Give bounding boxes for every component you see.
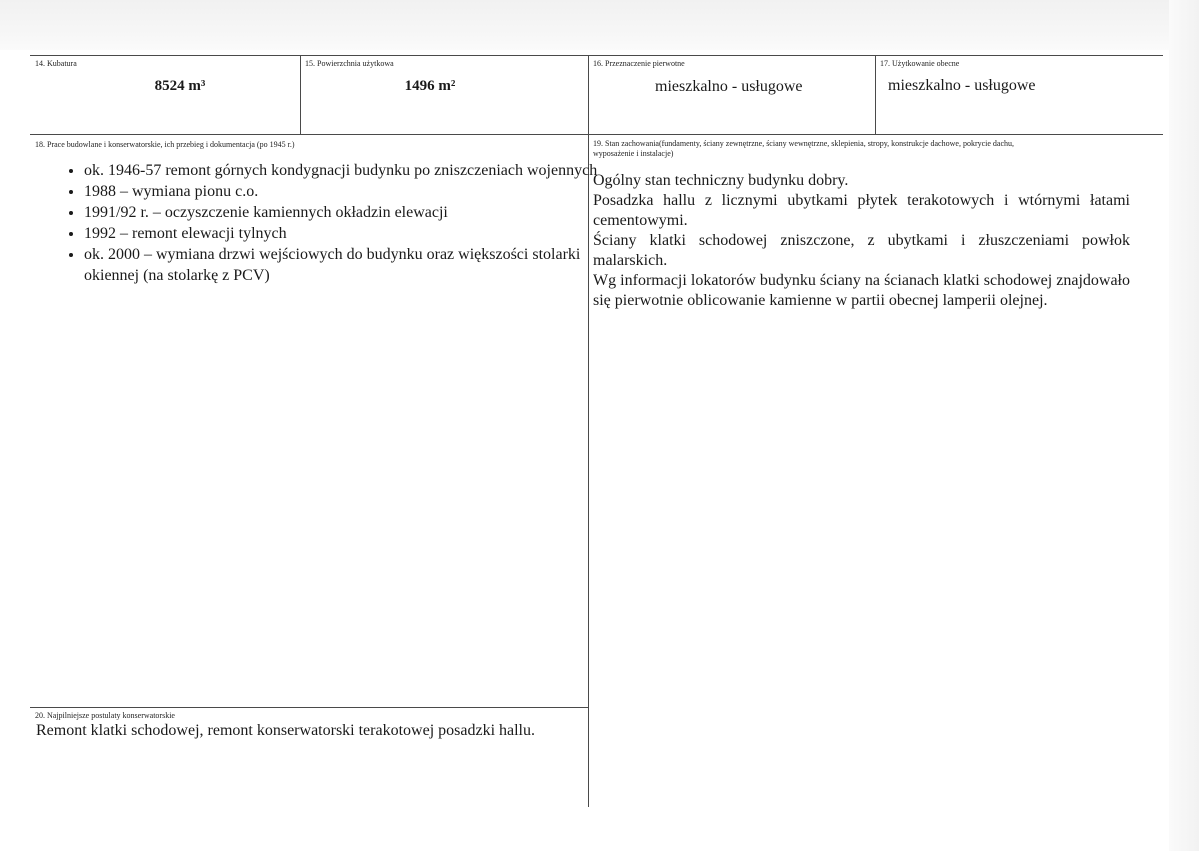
prace-label: 18. Prace budowlane i konserwatorskie, ich przebieg i dokumentacja (po 1945 r.) <box>35 140 295 149</box>
stan-label-line-2: wyposażenie i instalacje) <box>593 149 674 158</box>
stan-description <box>593 171 1130 311</box>
stan-paragraph: Wg informacji lokatorów budynku ściany na ścianach klatki schodowej znajdowało się pierwotnie oblicowanie kamienne w partii obecnej lamperii olejnej. <box>593 272 1130 309</box>
stan-paragraph: Ściany klatki schodowej zniszczone, z ubytkami i złuszczeniami powłok malarskich. <box>593 232 1130 269</box>
prace-item: • 1991/92 r. – oczyszczenie kamiennych okładzin elewacji <box>84 202 604 223</box>
prace-item: • 1992 – remont elewacji tylnych <box>84 223 604 244</box>
stan-paragraph: Ogólny stan techniczny budynku dobry. <box>593 172 849 189</box>
kubatura-value: 8524 m³ <box>154 78 206 94</box>
stan-label <box>593 139 1153 159</box>
kubatura-label: 14. Kubatura <box>35 59 77 68</box>
uzytkowanie-value: mieszkalno - usługowe <box>888 77 1036 94</box>
divider-16-17 <box>875 55 876 135</box>
header-bottom-border <box>30 134 1163 135</box>
postulaty-text: Remont klatki schodowej, remont konserwatorski terakotowej posadzki hallu. <box>36 722 535 739</box>
section-20-top-border <box>30 707 589 708</box>
prace-item: • ok. 2000 – wymiana drzwi wejściowych do budynku oraz większości stolarki okiennej (na stolarkę z PCV) <box>84 244 604 286</box>
postulaty-label: 20. Najpilniejsze postulaty konserwatorskie <box>35 711 175 720</box>
top-border <box>30 55 1163 56</box>
powierzchnia-label: 15. Powierzchnia użytkowa <box>305 59 394 68</box>
przeznaczenie-value: mieszkalno - usługowe <box>655 78 803 95</box>
przeznaczenie-label: 16. Przeznaczenie pierwotne <box>593 59 685 68</box>
prace-list <box>50 160 604 286</box>
divider-14-15 <box>300 55 301 135</box>
prace-item: • ok. 1946-57 remont górnych kondygnacji budynku po zniszczeniach wojennych <box>84 160 604 181</box>
stan-label-line-1: 19. Stan zachowania(fundamenty, ściany zewnętrzne, ściany wewnętrzne, sklepienia, stropy, konstrukcje dachowe, pokrycie dachu, <box>593 139 1015 148</box>
stan-paragraph: Posadzka hallu z licznymi ubytkami płytek terakotowych i wtórnymi łatami cementowymi. <box>593 192 1130 229</box>
uzytkowanie-label: 17. Użytkowanie obecne <box>880 59 960 68</box>
prace-item: • 1988 – wymiana pionu c.o. <box>84 181 604 202</box>
powierzchnia-value: 1496 m² <box>404 78 456 94</box>
